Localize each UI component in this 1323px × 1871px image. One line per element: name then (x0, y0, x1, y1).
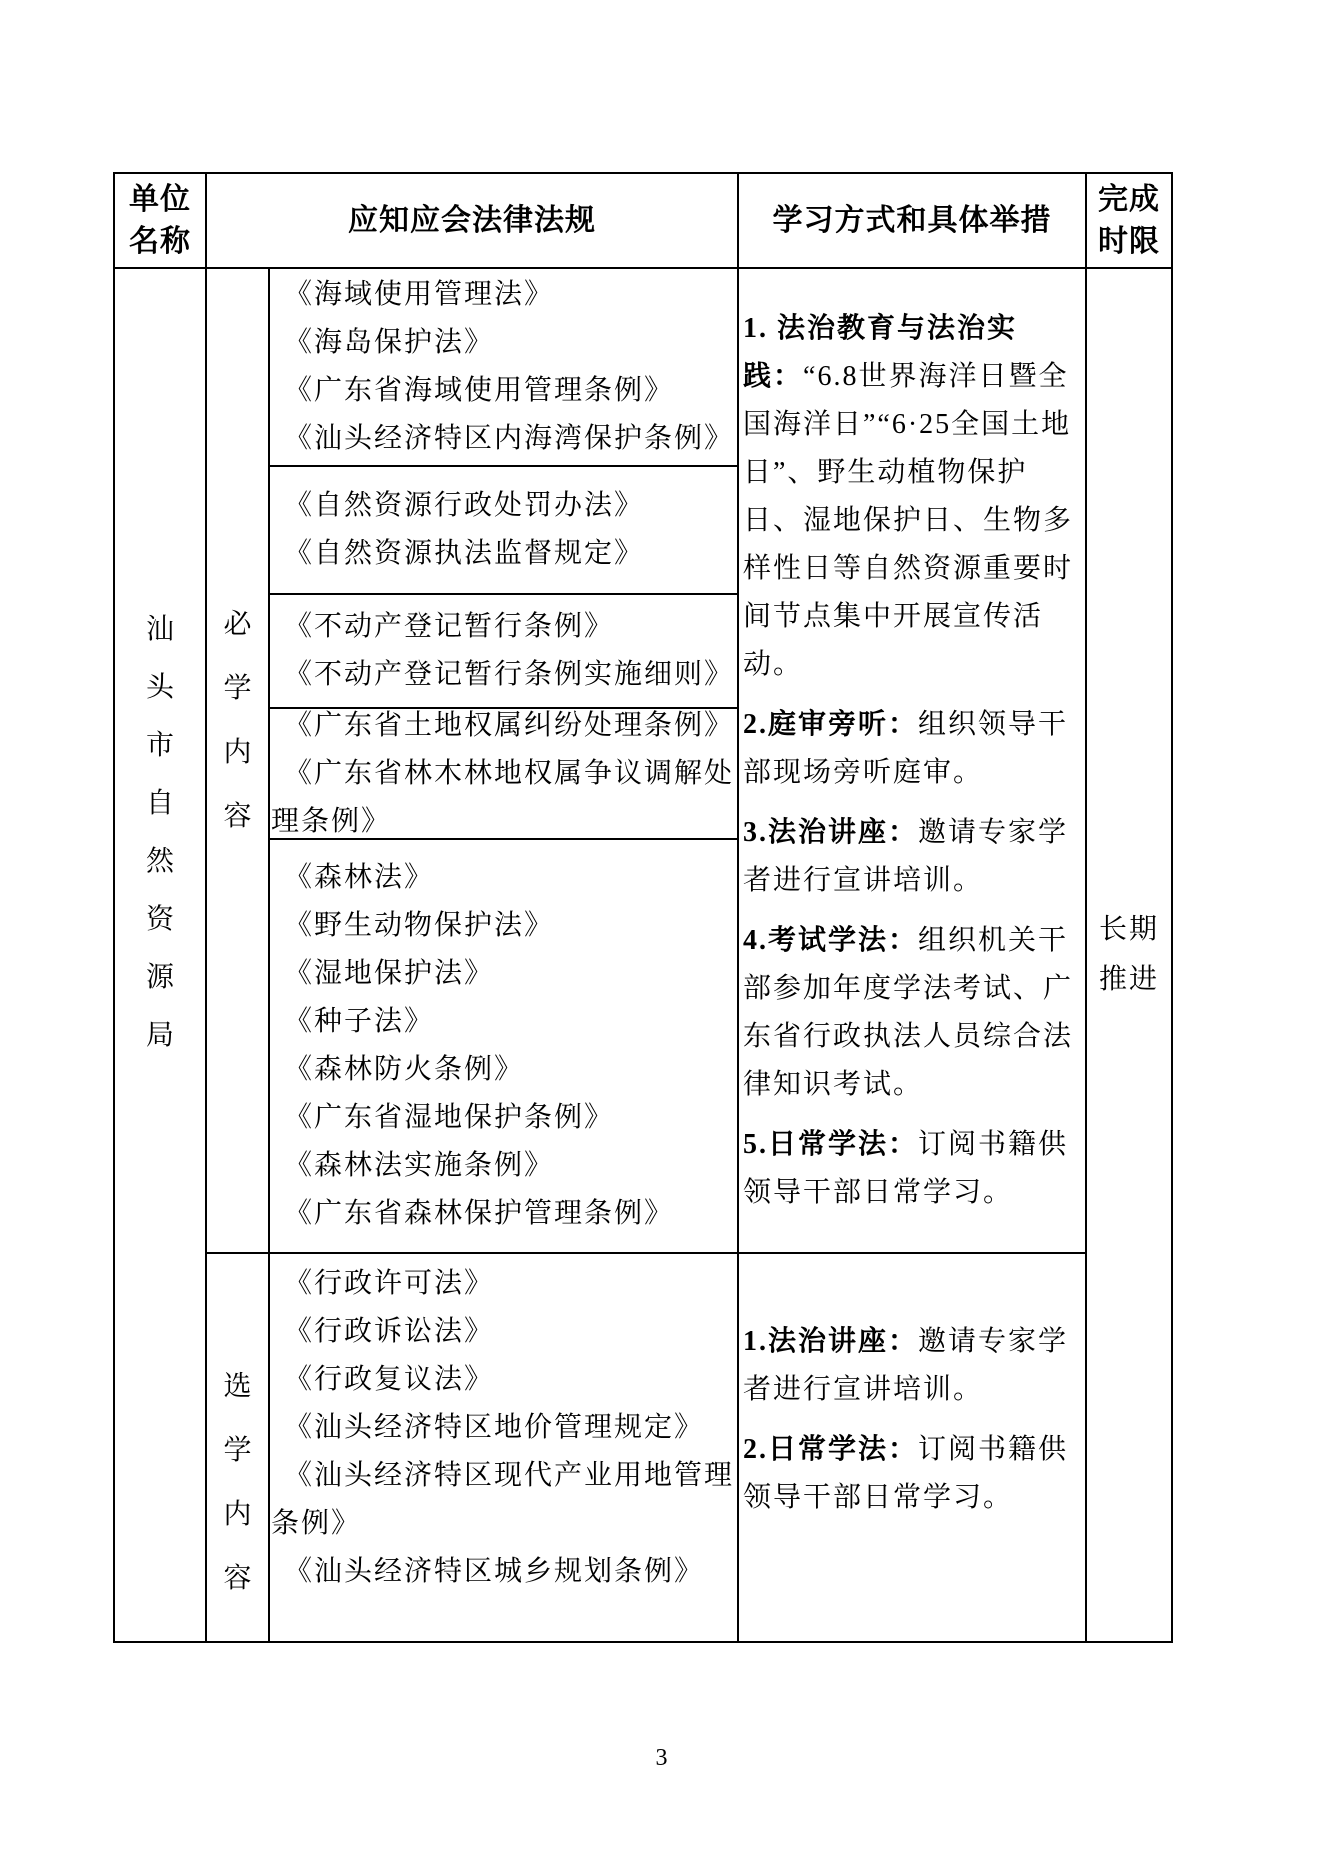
deadline-cell (1087, 269, 1171, 1641)
vertical-char: 学 (223, 672, 252, 704)
methods-cell-elective (739, 1254, 1085, 1641)
method-paragraph: 1.法治讲座：邀请专家学者进行宣讲培训。 (743, 1325, 1069, 1405)
law-item: 《广东省森林保护管理条例》 (284, 1198, 675, 1229)
law-group (270, 269, 737, 467)
law-item: 《行政复议法》 (284, 1363, 495, 1395)
law-list-subcolumn (270, 269, 737, 1641)
deadline-text: 长期推进 (1098, 914, 1159, 995)
column-deadline (1087, 174, 1171, 1641)
method-paragraph: 2.日常学法：订阅书籍供领导干部日常学习。 (743, 1433, 1069, 1513)
law-item: 《不动产登记暂行条例》 (284, 611, 615, 642)
law-item: 《湿地保护法》 (284, 958, 495, 989)
law-item: 《海岛保护法》 (284, 327, 495, 358)
law-item: 《海域使用管理法》 (284, 279, 555, 310)
law-item: 《不动产登记暂行条例实施细则》 (284, 659, 735, 690)
vertical-char: 自 (145, 788, 174, 819)
law-item: 《广东省海域使用管理条例》 (284, 375, 675, 406)
method-label: 2.日常学法： (743, 1433, 919, 1465)
column-methods (739, 174, 1087, 1641)
unit-name-cell (115, 269, 205, 1641)
law-item: 《汕头经济特区城乡规划条例》 (284, 1555, 705, 1587)
law-item: 《行政诉讼法》 (284, 1315, 495, 1347)
method-label: 3.法治讲座： (743, 816, 919, 848)
method-label: 2.庭审旁听： (743, 708, 919, 740)
vertical-char: 容 (223, 1562, 252, 1594)
law-group (270, 595, 737, 709)
vertical-char: 容 (223, 800, 252, 832)
law-item: 《自然资源执法监督规定》 (284, 538, 645, 569)
vertical-char: 汕 (145, 614, 174, 645)
vertical-char: 必 (223, 608, 252, 640)
law-group (270, 840, 737, 1254)
category-required-vertical-text (223, 593, 251, 849)
vertical-char: 源 (145, 962, 174, 993)
laws-body (207, 269, 737, 1641)
law-group (270, 709, 737, 840)
law-item: 《森林法实施条例》 (284, 1150, 555, 1181)
law-item: 《汕头经济特区地价管理规定》 (284, 1411, 705, 1443)
methods-cell-required (739, 269, 1085, 1254)
category-elective-vertical-text (223, 1355, 251, 1611)
method-label: 4.考试学法： (743, 924, 919, 956)
method-paragraph: 4.考试学法：组织机关干部参加年度学法考试、广东省行政执法人员综合法律知识考试。 (743, 924, 1074, 1100)
law-item: 《汕头经济特区内海湾保护条例》 (284, 423, 735, 454)
vertical-char: 然 (145, 846, 174, 877)
page-number: 3 (655, 1745, 668, 1771)
method-label: 1.法治讲座： (743, 1325, 919, 1357)
vertical-char: 资 (145, 904, 174, 935)
law-item: 《汕头经济特区现代产业用地管理条例》 (271, 1459, 735, 1539)
vertical-char: 内 (223, 736, 252, 768)
method-label: 5.日常学法： (743, 1128, 919, 1160)
law-item: 《广东省湿地保护条例》 (284, 1102, 615, 1133)
header-methods: 学习方式和具体举措 (739, 174, 1085, 269)
category-subcolumn (207, 269, 270, 1641)
law-item: 《广东省土地权属纠纷处理条例》 (284, 709, 735, 741)
category-cell-required (207, 269, 268, 1254)
header-unit-name: 单位名称 (115, 174, 205, 269)
legal-study-table (113, 172, 1173, 1643)
header-laws: 应知应会法律法规 (207, 174, 737, 269)
column-laws (207, 174, 739, 1641)
law-item: 《森林法》 (284, 862, 435, 893)
method-paragraph: 3.法治讲座：邀请专家学者进行宣讲培训。 (743, 816, 1069, 896)
law-item: 《行政许可法》 (284, 1267, 495, 1299)
method-paragraph: 5.日常学法：订阅书籍供领导干部日常学习。 (743, 1128, 1069, 1208)
category-cell-elective (207, 1254, 268, 1641)
method-label: 1. 法治教育与法治实践： (743, 312, 1018, 392)
vertical-char: 选 (223, 1370, 252, 1402)
vertical-char: 内 (223, 1498, 252, 1530)
header-deadline: 完成时限 (1087, 174, 1171, 269)
law-item: 《森林防火条例》 (284, 1054, 525, 1085)
column-unit-name (115, 174, 207, 1641)
law-item: 《自然资源行政处罚办法》 (284, 490, 645, 521)
law-group (270, 467, 737, 595)
vertical-char: 学 (223, 1434, 252, 1466)
law-item: 《广东省林木林地权属争议调解处理条例》 (271, 757, 735, 837)
law-group (270, 1254, 737, 1641)
vertical-char: 头 (145, 672, 174, 703)
law-item: 《种子法》 (284, 1006, 435, 1037)
method-paragraph: 2.庭审旁听：组织领导干部现场旁听庭审。 (743, 708, 1069, 788)
method-paragraph: 1. 法治教育与法治实践：“6.8世界海洋日暨全国海洋日”“6·25全国土地日”、野生动植物保护日、湿地保护日、生物多样性日等自然资源重要时间节点集中开展宣传活动。 (743, 312, 1074, 680)
law-item: 《野生动物保护法》 (284, 910, 555, 941)
vertical-char: 市 (145, 730, 174, 761)
unit-name-vertical-text (146, 601, 174, 1065)
vertical-char: 局 (145, 1020, 174, 1051)
